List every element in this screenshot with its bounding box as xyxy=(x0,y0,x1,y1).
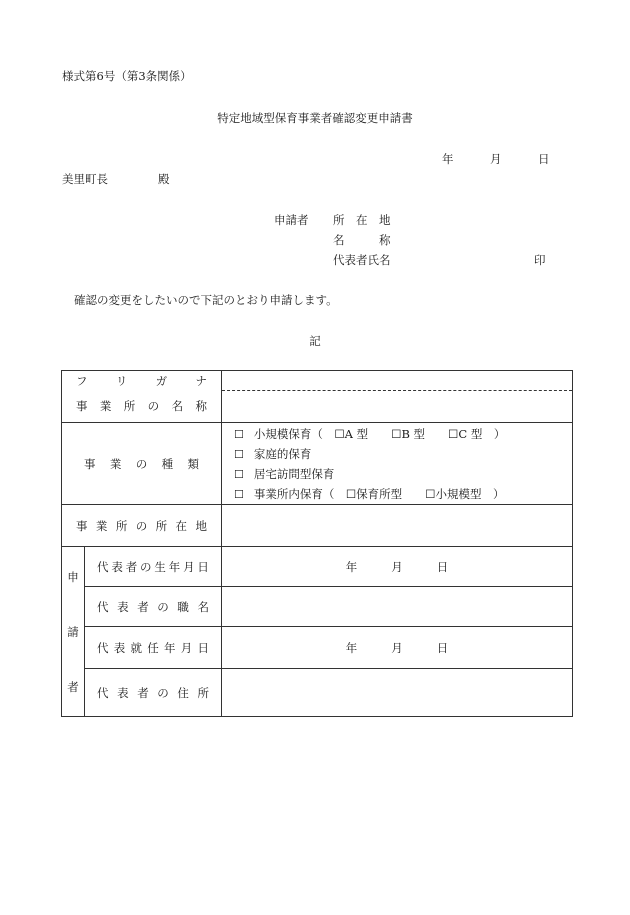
label-char: 者 xyxy=(137,685,149,700)
addressee xyxy=(62,171,170,187)
checkbox-icon[interactable]: ☐ xyxy=(234,467,244,481)
label-char: 住 xyxy=(177,685,189,700)
business-address-label-cell xyxy=(62,505,222,547)
business-name-input[interactable] xyxy=(222,391,573,423)
date-day-label: 日 xyxy=(538,152,550,166)
label-char: 所 xyxy=(115,518,128,533)
label-char: の xyxy=(157,685,169,700)
label-char: 表 xyxy=(113,640,126,655)
label-char: 者 xyxy=(137,599,149,614)
label-char: 代 xyxy=(97,640,109,655)
label-char: 者 xyxy=(125,559,138,574)
rep-position-input[interactable] xyxy=(222,587,573,627)
rep-birthdate-input[interactable] xyxy=(222,547,573,587)
label-char: 代 xyxy=(97,599,109,614)
label-char: 表 xyxy=(117,685,129,700)
label-char: 名 xyxy=(197,599,209,614)
rep-birthdate-label-cell xyxy=(85,547,222,587)
application-statement: 確認の変更をしたいので下記のとおり申請します。 xyxy=(74,293,338,307)
label-char: 業 xyxy=(99,399,112,414)
business-type-options xyxy=(222,423,573,505)
label-char: 就 xyxy=(130,640,142,655)
addressee-name: 美里町長 xyxy=(62,172,108,186)
date-year-label: 年 xyxy=(442,152,454,166)
furigana-label-cell xyxy=(62,371,222,391)
label-char: の xyxy=(147,399,160,414)
label-char: の xyxy=(140,559,152,574)
ki-heading: 記 xyxy=(309,334,321,348)
document-title: 特定地域型保育事業者確認変更申請書 xyxy=(217,111,413,125)
label-char: 事 xyxy=(76,399,88,414)
label-char: 業 xyxy=(95,518,108,533)
furigana-input[interactable] xyxy=(222,371,573,391)
label-char: 所 xyxy=(155,518,168,533)
rep-appointed-input[interactable] xyxy=(222,627,573,669)
label-char: 所 xyxy=(123,399,136,414)
label-char: 申 xyxy=(67,569,79,584)
label-char: 名 xyxy=(171,399,184,414)
label-char: 類 xyxy=(187,456,199,471)
label-char: 称 xyxy=(195,399,207,414)
label-char: 請 xyxy=(67,624,79,639)
label-char: の xyxy=(157,599,169,614)
label-char: 年 xyxy=(164,640,176,655)
applicant-name-label: 名 称 xyxy=(333,233,391,247)
label-char: 代 xyxy=(97,685,109,700)
label-char: 在 xyxy=(175,518,188,533)
label-char: 職 xyxy=(177,599,189,614)
rep-address-input[interactable] xyxy=(222,669,573,717)
applicant-address-label: 所 在 地 xyxy=(333,213,391,227)
label-char: 表 xyxy=(111,559,123,574)
label-char: 日 xyxy=(197,640,209,655)
label-char: 地 xyxy=(195,518,207,533)
option-home-visit[interactable] xyxy=(222,464,572,484)
option-home-based[interactable] xyxy=(222,444,572,464)
year-label: 年 xyxy=(345,640,358,655)
rep-appointed-label-cell xyxy=(85,627,222,669)
label-char: 事 xyxy=(84,456,96,471)
furigana-char: リ xyxy=(115,373,128,388)
day-label: 日 xyxy=(436,640,449,655)
honorific: 殿 xyxy=(158,172,170,186)
date-month-label: 月 xyxy=(490,152,502,166)
business-address-input[interactable] xyxy=(222,505,573,547)
label-char: の xyxy=(135,518,148,533)
label-char: 種 xyxy=(161,456,174,471)
day-label: 日 xyxy=(436,559,449,574)
label-char: 生 xyxy=(154,559,166,574)
furigana-char: ナ xyxy=(195,373,207,388)
option-label: 家庭的保育 xyxy=(253,446,312,461)
option-label: 事業所内保育（ ☐保育所型 ☐小規模型 ） xyxy=(253,486,505,501)
checkbox-icon[interactable]: ☐ xyxy=(234,427,244,441)
label-char: 表 xyxy=(117,599,129,614)
checkbox-icon[interactable]: ☐ xyxy=(234,487,244,501)
label-char: 年 xyxy=(168,559,181,574)
application-table xyxy=(61,370,573,717)
checkbox-icon[interactable]: ☐ xyxy=(234,447,244,461)
rep-address-label-cell xyxy=(85,669,222,717)
label-char: 者 xyxy=(67,679,79,694)
business-name-label-cell xyxy=(62,391,222,423)
label-char: 月 xyxy=(180,640,193,655)
seal-mark: 印 xyxy=(534,253,546,267)
month-label: 月 xyxy=(391,559,403,574)
label-char: 事 xyxy=(76,518,88,533)
option-small-scale[interactable] xyxy=(222,424,572,444)
furigana-char: フ xyxy=(76,373,88,388)
option-in-workplace[interactable] xyxy=(222,484,572,504)
applicant-rep-label: 代表者氏名 xyxy=(333,253,391,267)
label-char: の xyxy=(135,456,148,471)
option-label: 小規模保育（ ☐A 型 ☐B 型 ☐C 型 ） xyxy=(253,426,506,441)
label-char: 所 xyxy=(197,685,209,700)
label-char: 任 xyxy=(147,640,159,655)
label-char: 業 xyxy=(109,456,122,471)
label-char: 代 xyxy=(97,559,109,574)
label-char: 日 xyxy=(197,559,209,574)
applicant-vertical-label xyxy=(62,547,85,717)
rep-position-label-cell xyxy=(85,587,222,627)
applicant-label: 申請者 xyxy=(274,213,309,227)
option-label: 居宅訪問型保育 xyxy=(253,466,335,481)
year-label: 年 xyxy=(345,559,358,574)
form-number: 様式第6号（第3条関係） xyxy=(62,69,192,83)
furigana-char: ガ xyxy=(155,373,168,388)
month-label: 月 xyxy=(391,640,403,655)
business-type-label-cell xyxy=(62,423,222,505)
label-char: 月 xyxy=(183,559,195,574)
